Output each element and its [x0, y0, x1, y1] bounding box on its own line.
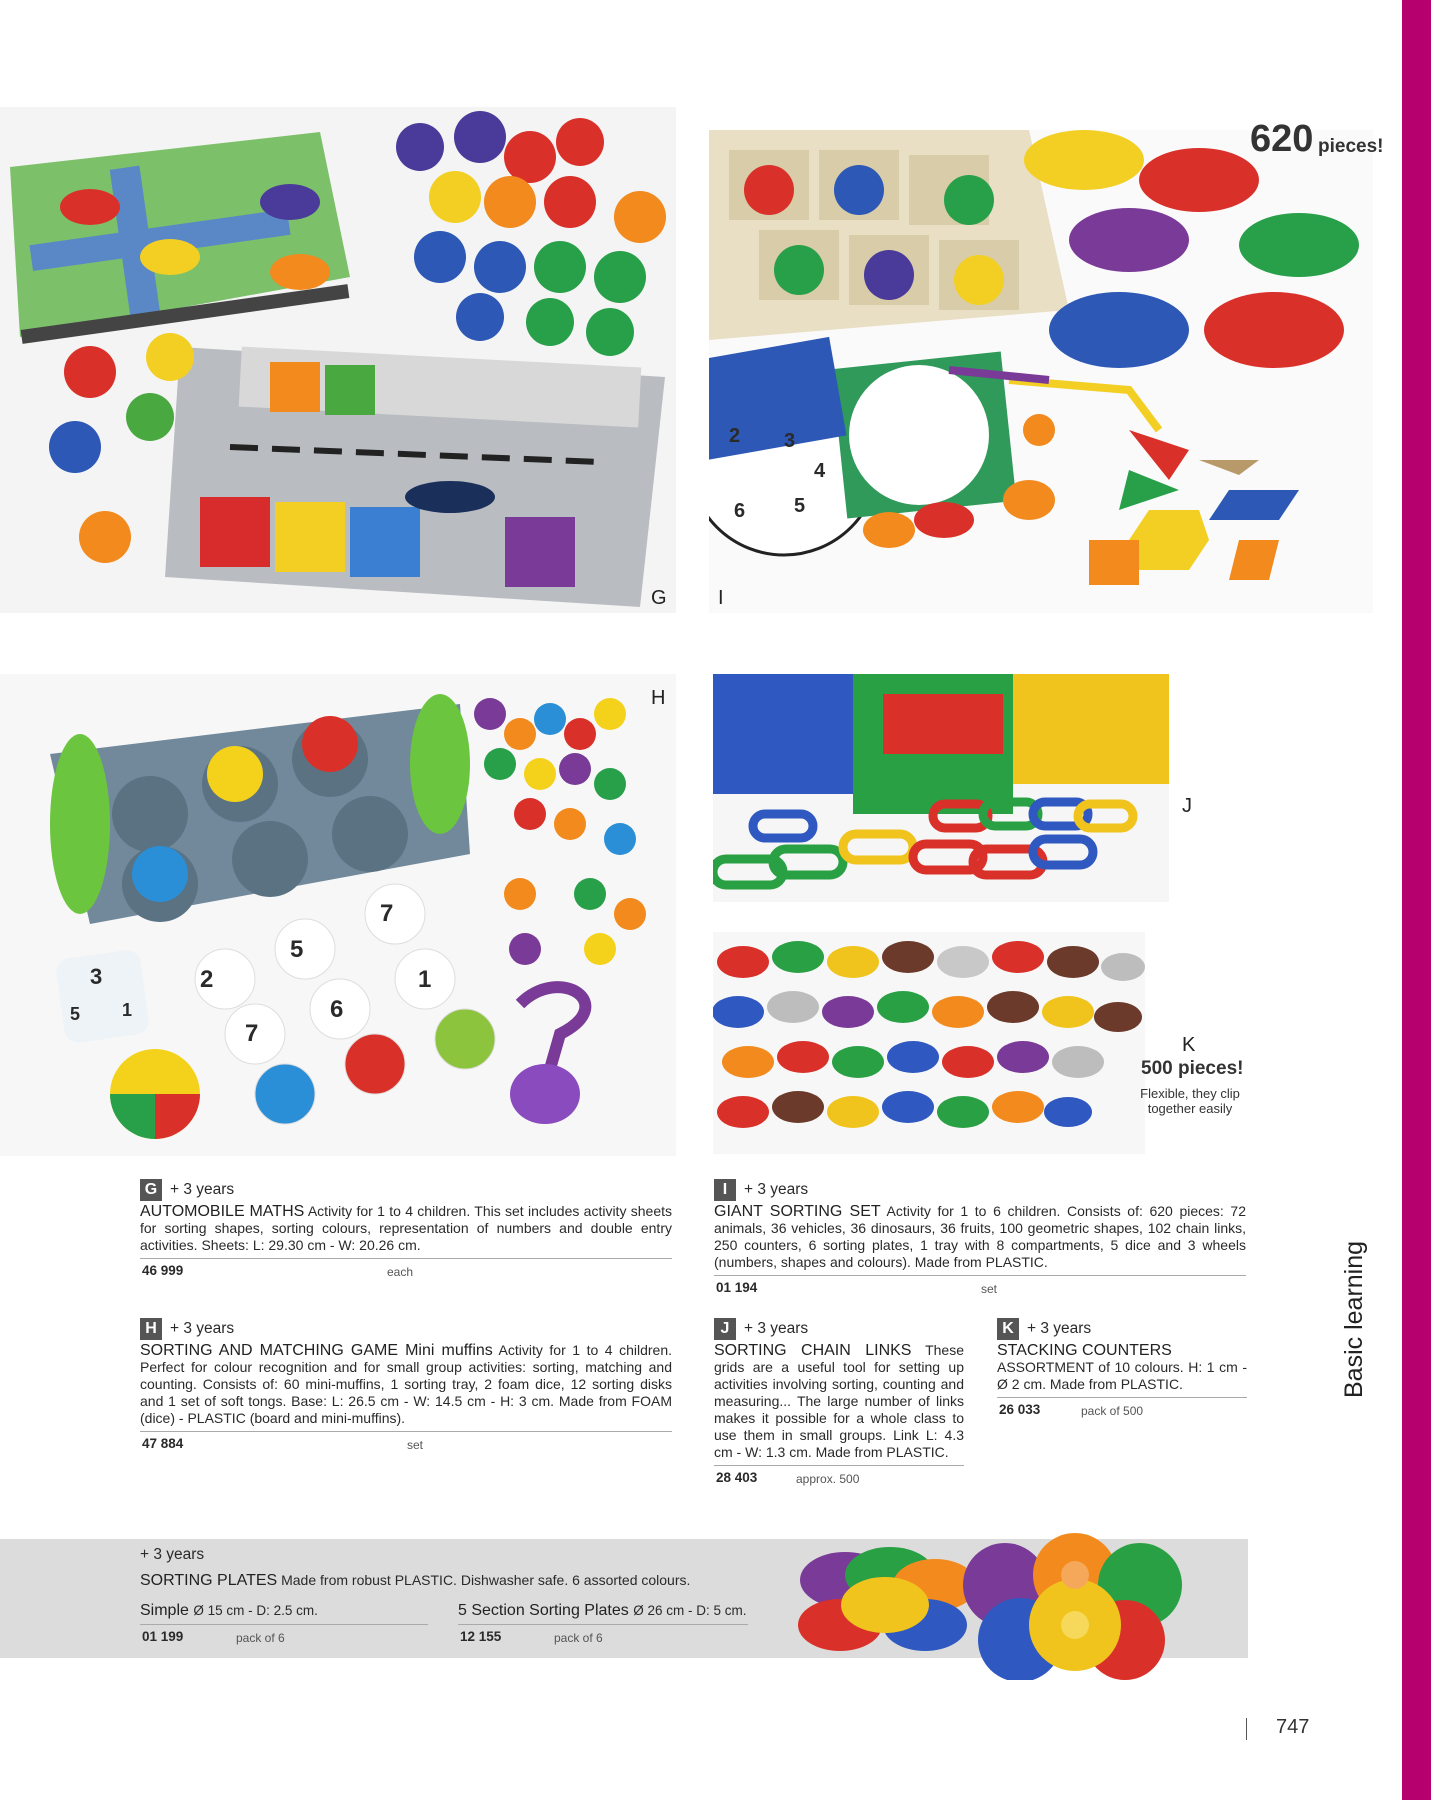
product-block-k	[997, 1318, 1247, 1418]
photo-letter-g: G	[651, 587, 667, 609]
variant-ref-row	[140, 1624, 428, 1645]
product-header	[714, 1318, 964, 1340]
product-description: Activity for 1 to 6 children. Consists of: 620 pieces: 72 animals, 36 vehicles, 36 dinosaurs, 36 fruits, 100 geometric shapes, 102 chain links, 250 counters, 6 sorting plates, 1 tray with 8 compartments, 5 dice and 3 wheels (numbers, shapes and colours). Made from PLASTIC.	[714, 1203, 1246, 1270]
disc-number: 2	[200, 966, 214, 993]
k-note-line: together easily	[1147, 1101, 1233, 1116]
product-age: + 3 years	[744, 1181, 809, 1198]
product-header	[140, 1179, 672, 1201]
plates-description: Made from robust PLASTIC. Dishwasher safe. 6 assorted colours.	[281, 1572, 691, 1588]
spinner-number: 6	[734, 500, 746, 522]
variant-title	[458, 1602, 748, 1620]
spinner-number: 3	[784, 430, 796, 452]
photo-letter-i: I	[718, 587, 724, 609]
photo-automobile-maths	[0, 107, 676, 613]
product-header	[714, 1179, 1246, 1201]
product-age: + 3 years	[170, 1320, 235, 1337]
product-description-block	[997, 1342, 1247, 1393]
variant-unit: pack of 6	[554, 1631, 603, 1645]
product-description: ASSORTMENT of 10 colours. H: 1 cm - Ø 2 cm. Made from PLASTIC.	[997, 1359, 1247, 1392]
product-ref: 47 884	[142, 1436, 184, 1451]
product-description: Activity for 1 to 4 children. This set includes activity sheets for sorting shapes, sorting colours, representation of numbers and double entry activities. Sheets: L: 29.30 cm - W: 20.26 cm.	[140, 1203, 673, 1253]
variant-dims: Ø 26 cm - D: 5 cm.	[633, 1603, 747, 1618]
product-letter-badge: I	[714, 1179, 736, 1201]
pieces-count: 620	[1250, 118, 1314, 160]
page-number: 747	[1276, 1716, 1310, 1738]
product-block-g	[140, 1179, 672, 1279]
photo-chain-links	[713, 674, 1169, 902]
plates-description-block	[140, 1572, 760, 1590]
disc-number: 1	[418, 966, 432, 993]
disc-number: 7	[245, 1020, 259, 1047]
dice-number: 1	[122, 1000, 133, 1020]
product-ref: 01 194	[716, 1280, 758, 1295]
product-ref-row	[714, 1275, 1246, 1296]
disc-number: 6	[330, 996, 344, 1023]
spinner-number: 4	[814, 460, 826, 482]
product-block-j	[714, 1318, 964, 1486]
plates-variant-simple	[140, 1602, 428, 1645]
variant-name: 5 Section Sorting Plates	[458, 1602, 629, 1619]
product-unit: set	[981, 1282, 998, 1296]
photo-giant-sorting-set	[709, 130, 1373, 613]
product-name: SORTING CHAIN LINKS	[714, 1342, 912, 1359]
side-color-bar	[1402, 0, 1431, 1800]
product-description-block	[714, 1203, 1246, 1271]
variant-title	[140, 1602, 428, 1620]
photo-sorting-plates	[785, 1530, 1195, 1680]
photo-letter-h: H	[651, 687, 666, 709]
product-ref-row	[714, 1465, 964, 1486]
variant-ref: 12 155	[460, 1629, 502, 1644]
product-unit: pack of 500	[1081, 1404, 1144, 1418]
variant-unit: pack of 6	[236, 1631, 285, 1645]
product-letter-badge: G	[140, 1179, 162, 1201]
product-unit: set	[407, 1438, 424, 1452]
product-header	[140, 1318, 672, 1340]
photo-stacking-counters	[713, 932, 1145, 1154]
product-unit: each	[387, 1265, 414, 1279]
product-ref-row	[997, 1397, 1247, 1418]
plates-variant-five-section	[458, 1602, 748, 1645]
product-description-block	[714, 1342, 964, 1461]
product-description-block	[140, 1203, 672, 1254]
product-description: These grids are a useful tool for setting up activities involving sorting, counting and measuring... The large number of links makes it possible for a whole class to use them in small groups. Link L: 4.3 cm - W: 1.3 cm. Made from PLASTIC.	[714, 1342, 965, 1460]
product-block-i	[714, 1179, 1246, 1296]
product-letter-badge: J	[714, 1318, 736, 1340]
dice-number: 5	[70, 1004, 81, 1024]
product-age: + 3 years	[1027, 1320, 1092, 1337]
k-note-line: Flexible, they clip	[1140, 1086, 1240, 1101]
variant-name: Simple	[140, 1602, 189, 1619]
product-description: Activity for 1 to 4 children. Perfect for colour recognition and for small group activities: sorting, matching and counting. Consists of: 60 mini-muffins, 1 sorting tray, 2 foam dice, 12 sorting disks and 1 set of soft tongs. Base: L: 26.5 cm - W: 14.5 cm - H: 3 cm. Made from FOAM (dice) - PLASTIC (board and mini-muffins).	[140, 1342, 673, 1426]
pieces-label: pieces!	[1318, 136, 1384, 157]
product-age: + 3 years	[170, 1181, 235, 1198]
product-block-h	[140, 1318, 672, 1452]
spinner-number: 5	[794, 495, 806, 517]
photo-letter-k: K	[1182, 1034, 1196, 1056]
product-letter-badge: K	[997, 1318, 1019, 1340]
product-header	[997, 1318, 1247, 1340]
product-description-block	[140, 1342, 672, 1427]
disc-number: 5	[290, 936, 304, 963]
product-letter-badge: H	[140, 1318, 162, 1340]
product-ref: 46 999	[142, 1263, 184, 1278]
product-ref: 26 033	[999, 1402, 1041, 1417]
product-ref-row	[140, 1431, 672, 1452]
variant-ref-row	[458, 1624, 748, 1645]
product-name: STACKING COUNTERS	[997, 1342, 1172, 1359]
plates-name: SORTING PLATES	[140, 1572, 278, 1589]
variant-ref: 01 199	[142, 1629, 184, 1644]
sorting-plates-block	[140, 1546, 760, 1645]
product-name: SORTING AND MATCHING GAME Mini muffins	[140, 1342, 493, 1359]
product-ref: 28 403	[716, 1470, 758, 1485]
plates-variants	[140, 1602, 760, 1645]
photo-letter-j: J	[1182, 795, 1192, 817]
product-age: + 3 years	[744, 1320, 809, 1337]
page-number-separator	[1246, 1718, 1247, 1740]
variant-dims: Ø 15 cm - D: 2.5 cm.	[193, 1603, 318, 1618]
spinner-number: 2	[729, 425, 741, 447]
product-unit: approx. 500	[796, 1472, 860, 1486]
photo-mini-muffins	[0, 674, 676, 1156]
plates-age: + 3 years	[140, 1546, 205, 1563]
dice-number: 3	[90, 964, 103, 989]
section-side-label: Basic learning	[1340, 1240, 1368, 1398]
product-name: AUTOMOBILE MATHS	[140, 1203, 305, 1220]
k-pieces-note: 500 pieces!	[1141, 1058, 1244, 1079]
product-name: GIANT SORTING SET	[714, 1203, 881, 1220]
product-ref-row	[140, 1258, 672, 1279]
k-flexible-note	[1130, 1086, 1250, 1116]
disc-number: 7	[380, 900, 394, 927]
